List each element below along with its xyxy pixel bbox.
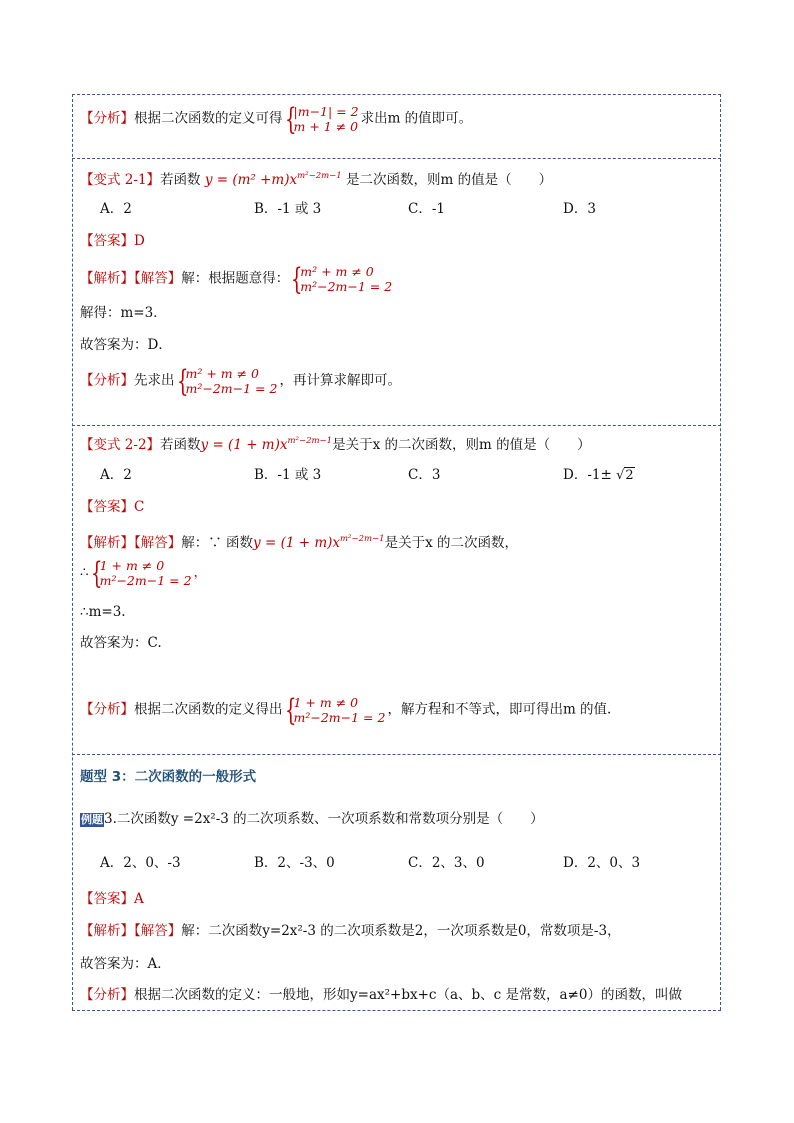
analysis-text: ，解方程和不等式，即可得出m 的值.: [387, 701, 612, 718]
divider: [72, 1010, 721, 1011]
analysis-label: 【分析】: [80, 372, 134, 389]
answer-label: 【答案】: [80, 499, 134, 515]
answer-line: [80, 498, 144, 516]
block1-analysis: [80, 102, 473, 137]
equation-row: 1 + m ≠ 0: [293, 695, 359, 710]
function-expression: y = (m² +m)x: [204, 172, 298, 188]
explanation-text: 解：根据题意得：: [181, 270, 290, 287]
answer-line: [80, 890, 144, 908]
option-d-text: D．-1±: [563, 467, 612, 483]
equation-system: { 1 + m ≠ 0 m²−2m−1 = 2: [90, 556, 192, 591]
explanation-label: 【解析】【解答】: [80, 270, 182, 287]
answer-value: A: [134, 891, 144, 907]
divider: [72, 158, 721, 159]
option-d: D．2、0、3: [563, 855, 641, 871]
example-question: [80, 810, 544, 828]
option-a: A．2: [100, 467, 132, 483]
comma: ，: [193, 564, 208, 581]
equation-row: m²−2m−1 = 2: [185, 381, 278, 396]
question-text: 是关于x 的二次函数，则m 的值是（ ）: [332, 437, 591, 453]
equation-row: m²−2m−1 = 2: [293, 710, 386, 725]
question-title: 【变式 2-2】: [80, 437, 161, 453]
option-c: C．3: [408, 467, 441, 483]
frame: [72, 94, 721, 1010]
section-title: [80, 768, 256, 786]
equation-row: 1 + m ≠ 0: [99, 558, 165, 573]
explanation-text: 解：∵ 函数: [181, 535, 254, 551]
equation-row: m² + m ≠ 0: [300, 264, 374, 279]
explanation-line: [80, 922, 621, 940]
exponent: m²−2m−1: [297, 171, 342, 181]
question-text: 是二次函数，则m 的值是（ ）: [346, 172, 553, 188]
explanation-label: 【解析】【解答】: [80, 923, 182, 939]
solution-line: 解得：m=3．: [80, 305, 167, 321]
equation-row: m + 1 ≠ 0: [293, 119, 359, 134]
answer-value: D: [134, 233, 145, 249]
document-page: [72, 94, 721, 1010]
analysis-text: 求出m 的值即可。: [360, 110, 473, 127]
question-2-2: [80, 432, 591, 454]
question-text: 3.二次函数y =2x²-3 的二次项系数、一次项系数和常数项分别是（ ）: [104, 811, 544, 827]
explanation-text: 解：二次函数y=2x²-3 的二次项系数是2，一次项系数是0，常数项是-3，: [181, 923, 621, 939]
equation-row: m² + m ≠ 0: [185, 366, 260, 381]
analysis-label: 【分析】: [80, 110, 134, 127]
function-expression: y = (1 + m)x: [253, 535, 340, 551]
analysis-text: 根据二次函数的定义可得: [134, 110, 283, 127]
analysis-text: ，再计算求解即可。: [279, 372, 401, 389]
question-title: 【变式 2-1】: [80, 172, 161, 188]
divider: [72, 754, 721, 755]
analysis-text: 根据二次函数的定义得出: [134, 701, 283, 718]
answer-label: 【答案】: [80, 891, 134, 907]
function-expression: y = (1 + m)x: [200, 437, 288, 453]
option-b: B．-1 或 3: [254, 201, 322, 217]
analysis-line: [80, 693, 612, 728]
answer-value: C: [134, 499, 145, 515]
section-heading: 题型 3：二次函数的一般形式: [80, 769, 257, 785]
option-c: C．2、3、0: [408, 855, 485, 871]
equation-system: { m² + m ≠ 0 m²−2m−1 = 2: [176, 364, 278, 399]
question-text: 若函数: [160, 172, 201, 188]
sqrt-value: 2: [625, 468, 634, 483]
analysis-label: 【分析】: [80, 701, 134, 718]
conclusion-line: 故答案为：D．: [80, 337, 172, 353]
explanation-label: 【解析】【解答】: [80, 535, 182, 551]
option-d: D．3: [563, 201, 596, 217]
equation-row: |m−1| = 2: [293, 104, 359, 119]
analysis-text: 先求出: [134, 372, 175, 389]
divider: [72, 425, 721, 426]
question-2-1: [80, 167, 552, 189]
option-b: B．-1 或 3: [254, 467, 322, 483]
exponent: m²−2m−1: [340, 534, 385, 544]
option-d: [563, 466, 635, 485]
exponent: m²−2m−1: [287, 436, 333, 446]
conclusion-line: 故答案为：C.: [80, 635, 162, 651]
option-a: A．2、0、-3: [100, 855, 181, 871]
equation-system: { m² + m ≠ 0 m²−2m−1 = 2: [291, 262, 393, 297]
explanation-line: [80, 530, 518, 552]
analysis-text: 根据二次函数的定义：一般地，形如y=ax²+bx+c（a、b、c 是常数，a≠0）的函数，叫做: [134, 987, 682, 1003]
explanation-line: [80, 262, 394, 297]
divider: [72, 94, 721, 95]
equation-row: m²−2m−1 = 2: [99, 573, 192, 588]
analysis-line: [80, 364, 401, 399]
option-a: A．2: [100, 201, 132, 217]
solution-line: ∴m=3.: [80, 604, 126, 620]
analysis-line: [80, 986, 682, 1004]
equation-row: m²−2m−1 = 2: [300, 279, 393, 294]
answer-line: [80, 232, 145, 250]
equation-system: { |m−1| = 2 m + 1 ≠ 0: [284, 102, 359, 137]
question-text: 若函数: [160, 437, 201, 453]
explanation-text: 是关于x 的二次函数，: [384, 535, 518, 551]
answer-label: 【答案】: [80, 233, 134, 249]
therefore-symbol: ∴: [80, 564, 89, 581]
conclusion-line: 故答案为：A．: [80, 956, 171, 972]
sqrt-symbol: √2: [616, 468, 634, 483]
example-tag: 例题: [81, 813, 103, 826]
equation-system: { 1 + m ≠ 0 m²−2m−1 = 2: [284, 693, 386, 728]
analysis-label: 【分析】: [80, 987, 134, 1003]
option-b: B．2、-3、0: [254, 855, 335, 871]
option-c: C．-1: [408, 201, 445, 217]
therefore-line: [80, 556, 208, 591]
